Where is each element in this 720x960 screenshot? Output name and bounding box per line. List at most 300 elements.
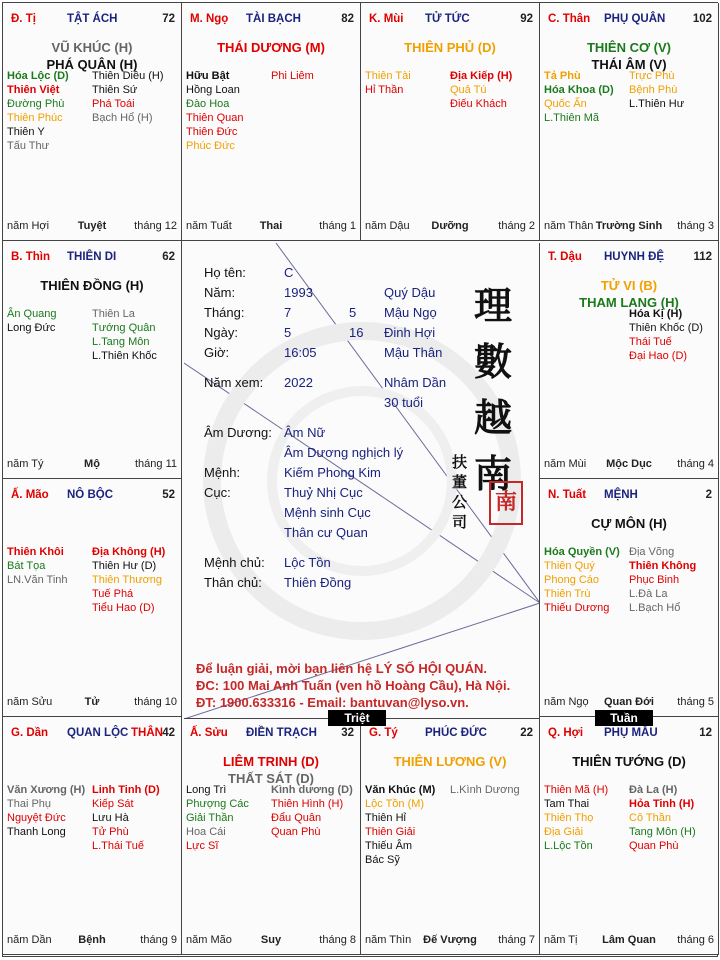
minor-star: Trực Phù [629, 70, 675, 82]
main-stars [182, 753, 360, 787]
minor-stars [544, 307, 714, 363]
stamp-small-char: 公 [452, 493, 468, 511]
minor-star: Địa Võng [629, 546, 675, 558]
minor-star: LN.Văn Tinh [7, 574, 68, 586]
info-value: Lộc Tồn [284, 555, 331, 570]
minor-star: Hỉ Thần [365, 84, 404, 96]
star-column-left [7, 545, 92, 615]
palace-age: 62 [162, 251, 175, 263]
minor-star: Thiên Quan [186, 112, 244, 124]
palace-name: TÀI BẠCH [246, 13, 301, 25]
palace-year: năm Thìn [365, 934, 412, 946]
minor-star: L.Thiên Khốc [92, 350, 157, 362]
minor-star: Bệnh Phù [629, 84, 678, 96]
star-column-left [186, 783, 271, 853]
info-value: Mệnh sinh Cục [284, 505, 371, 520]
minor-star: Linh Tinh (D) [92, 784, 160, 796]
palace-stage: Quan Đới [604, 696, 654, 708]
palace-branch: Q. Hợi [548, 727, 584, 739]
palace-branch: Đ. Tị [11, 13, 36, 25]
palace-month: tháng 10 [134, 696, 177, 708]
minor-star: Thiên Quý [544, 560, 595, 572]
palace-month: tháng 12 [134, 220, 177, 232]
center-info [184, 243, 540, 719]
star-column-right [450, 783, 535, 867]
star-column-right [450, 69, 535, 111]
minor-star: Đẩu Quân [271, 812, 322, 824]
minor-stars [7, 307, 177, 363]
palace-stage: Tuyệt [77, 220, 107, 232]
palace-year: năm Tuất [186, 220, 232, 232]
palace-stage: Dưỡng [431, 220, 469, 232]
palace-year: năm Dần [7, 934, 52, 946]
palace-header [186, 13, 356, 27]
minor-star: Cô Thần [629, 812, 671, 824]
palace-branch: B. Thìn [11, 251, 50, 263]
minor-star: Tướng Quân [92, 322, 156, 334]
minor-star: Quả Tú [450, 84, 487, 96]
minor-star: Ân Quang [7, 308, 57, 320]
info-value: Thuỷ Nhị Cục [284, 485, 363, 500]
info-value: 1993 [284, 285, 313, 300]
minor-star: Tấu Thư [7, 140, 50, 152]
minor-star: Thiên Tài [365, 70, 411, 82]
minor-star: Đường Phù [7, 98, 65, 110]
minor-star: Quan Phù [271, 826, 321, 838]
info-value: Nhâm Dần [384, 375, 447, 390]
minor-star: Thiên La [92, 308, 135, 320]
main-stars [361, 753, 539, 770]
minor-star: Địa Kiếp (H) [450, 70, 513, 82]
minor-star: Tiểu Hao (D) [92, 602, 155, 614]
star-column-right [271, 69, 356, 153]
minor-star: Thiên Khôi [7, 546, 64, 558]
info-label: Ngày: [204, 325, 238, 340]
main-stars [3, 277, 181, 294]
palace-month: tháng 1 [319, 220, 356, 232]
minor-star: Đào Hoa [186, 98, 230, 110]
palace-ti[interactable] [3, 3, 182, 241]
minor-star: Thai Phụ [7, 798, 52, 810]
minor-stars [7, 783, 177, 853]
palace-tuat[interactable] [540, 479, 719, 717]
info-value: 30 tuổi [384, 395, 424, 410]
palace-name: PHỤ MẪU [604, 727, 658, 739]
star-column-left [365, 69, 450, 111]
main-star: THÁI ÂM (V) [591, 57, 667, 72]
star-column-right [629, 307, 714, 363]
main-star: THAM LANG (H) [579, 295, 679, 310]
minor-star: L.Lộc Tồn [544, 840, 593, 852]
palace-month: tháng 3 [677, 220, 714, 232]
minor-stars [365, 69, 535, 111]
minor-star: Tam Thai [544, 798, 590, 810]
minor-star: Thiên Hỉ [365, 812, 406, 824]
star-column-left [544, 307, 629, 363]
palace-age: 52 [162, 489, 175, 501]
stamp-char: 理 [474, 283, 513, 328]
star-column-left [7, 307, 92, 363]
palace-header [186, 727, 356, 741]
palace-name: QUAN LỘC [67, 727, 129, 739]
stamp-small-char: 董 [452, 473, 468, 491]
info-value: Thiên Đồng [284, 575, 352, 590]
star-column-left [544, 69, 629, 125]
minor-stars [544, 69, 714, 125]
minor-star: Thiên Khốc (D) [629, 322, 703, 334]
minor-star: Văn Khúc (M) [365, 784, 436, 796]
info-value: 16:05 [284, 345, 317, 360]
stamp-char: 數 [474, 339, 513, 384]
main-stars [540, 39, 718, 73]
info-label: Thân chủ: [204, 575, 262, 590]
palace-branch: G. Dần [11, 727, 49, 739]
palace-age: 82 [341, 13, 354, 25]
minor-stars [544, 545, 714, 615]
minor-star: L.Bạch Hổ [629, 602, 681, 614]
info-label: Họ tên: [204, 265, 246, 280]
minor-star: Thiên Việt [7, 84, 60, 96]
star-column-right [92, 545, 177, 615]
palace-year: năm Mão [186, 934, 232, 946]
palace-header [7, 489, 177, 503]
minor-star: Thiên Hư (D) [92, 560, 157, 572]
palace-age: 112 [693, 251, 712, 263]
minor-star: Thiên Phúc [7, 112, 63, 124]
minor-star: Tả Phù [544, 70, 581, 82]
minor-star: Điếu Khách [450, 98, 507, 110]
palace-month: tháng 7 [498, 934, 535, 946]
minor-star: Hồng Loan [186, 84, 240, 96]
stamp-small-char: 司 [452, 513, 468, 531]
palace-stage: Trường Sinh [595, 220, 663, 232]
main-stars [540, 515, 718, 532]
palace-name: TỬ TỨC [425, 13, 470, 25]
palace-year: năm Tị [544, 934, 578, 946]
minor-star: Thiên Mã (H) [544, 784, 609, 796]
palace-mui[interactable] [361, 3, 540, 241]
star-column-right [92, 783, 177, 853]
minor-star: Nguyệt Đức [7, 812, 66, 824]
minor-stars [544, 783, 714, 853]
palace-footer [544, 458, 714, 472]
minor-star: Long Trì [186, 784, 227, 796]
palace-branch: T. Dậu [548, 251, 582, 263]
minor-star: L.Tang Môn [92, 336, 150, 348]
info-value: 5 [349, 305, 357, 320]
minor-star: Hữu Bật [186, 70, 230, 82]
main-star: TỬ VI (B) [600, 278, 658, 293]
info-value: 16 [349, 325, 364, 340]
minor-star: Long Đức [7, 322, 56, 334]
palace-year: năm Thân [544, 220, 594, 232]
minor-star: Thiên Hình (H) [271, 798, 344, 810]
palace-footer [186, 934, 356, 948]
minor-star: Thiên Diêu (H) [92, 70, 164, 82]
palace-header [544, 13, 714, 27]
palace-year: năm Dậu [365, 220, 410, 232]
minor-star: Quan Phù [629, 840, 679, 852]
palace-ngo[interactable] [182, 3, 361, 241]
minor-star: L.Kình Dương [450, 784, 520, 796]
palace-stage: Mộc Dục [606, 458, 652, 470]
minor-star: Thiếu Dương [544, 602, 610, 614]
minor-star: Thiên Trù [544, 588, 591, 600]
minor-stars [186, 69, 356, 153]
minor-star: Địa Không (H) [92, 546, 166, 558]
palace-footer [544, 220, 714, 234]
main-stars [182, 39, 360, 56]
palace-header [7, 251, 177, 265]
palace-header [365, 13, 535, 27]
palace-header [544, 489, 714, 503]
minor-star: Thiên Không [629, 560, 697, 572]
palace-header [7, 13, 177, 27]
main-star: THIÊN LƯƠNG (V) [393, 754, 507, 769]
palace-year: năm Tý [7, 458, 44, 470]
star-column-left [544, 783, 629, 853]
palace-name: THIÊN DI [67, 251, 117, 263]
palace-age: 22 [520, 727, 533, 739]
minor-star: Địa Giải [544, 826, 584, 838]
info-label: Cục: [204, 485, 231, 500]
palace-branch: C. Thân [548, 13, 591, 25]
minor-star: Hoa Cái [186, 826, 226, 838]
minor-star: L.Thái Tuế [92, 840, 144, 852]
palace-age: 72 [162, 13, 175, 25]
palace-footer [7, 220, 177, 234]
main-star: THIÊN PHỦ (D) [404, 40, 496, 55]
info-label: Mệnh chủ: [204, 555, 265, 570]
minor-star: Hóa Kị (H) [629, 308, 683, 320]
palace-month: tháng 2 [498, 220, 535, 232]
info-label: Mệnh: [204, 465, 241, 480]
minor-star: Bác Sỹ [365, 854, 400, 866]
palace-year: năm Mùi [544, 458, 587, 470]
palace-footer [186, 220, 356, 234]
star-column-left [186, 69, 271, 153]
star-column-right [92, 69, 177, 153]
palace-suu[interactable] [182, 717, 361, 955]
palace-name: PHÚC ĐỨC [425, 727, 487, 739]
stamp-char: 越 [474, 395, 513, 440]
triet-tag: Triệt [328, 710, 386, 726]
star-column-right [629, 69, 714, 125]
info-value: Âm Dương nghịch lý [284, 445, 404, 460]
star-column-left [7, 69, 92, 153]
minor-star: Phúc Đức [186, 140, 235, 152]
info-value: 7 [284, 305, 292, 320]
palace-footer [7, 458, 177, 472]
than-marker: THÂN [131, 727, 163, 739]
palace-footer [544, 934, 714, 948]
palace-hoi[interactable] [540, 717, 719, 955]
minor-star: Phượng Các [186, 798, 249, 810]
star-column-right [92, 307, 177, 363]
info-value: Kiếm Phong Kim [284, 465, 381, 480]
minor-stars [7, 545, 177, 615]
info-value: Mậu Thân [384, 345, 443, 360]
info-value: 2022 [284, 375, 313, 390]
minor-star: Tang Môn (H) [629, 826, 696, 838]
star-column-left [365, 783, 450, 867]
info-label: Năm xem: [204, 375, 264, 390]
minor-star: Tử Phù [92, 826, 129, 838]
palace-month: tháng 11 [134, 458, 177, 470]
palace-name: MỆNH [604, 489, 638, 501]
minor-star: Đà La (H) [629, 784, 678, 796]
palace-footer [365, 934, 535, 948]
minor-stars [7, 69, 177, 153]
palace-month: tháng 8 [319, 934, 356, 946]
palace-stage: Lâm Quan [602, 934, 656, 946]
minor-star: Tuế Phá [92, 588, 134, 600]
palace-ty[interactable] [361, 717, 540, 955]
minor-star: Hóa Lộc (D) [7, 70, 69, 82]
minor-star: Phi Liêm [271, 70, 314, 82]
minor-star: Bạch Hổ (H) [92, 112, 153, 124]
main-star: THÁI DƯƠNG (M) [217, 40, 325, 55]
minor-star: Phục Binh [629, 574, 680, 586]
star-column-right [629, 783, 714, 853]
info-value: Âm Nữ [284, 425, 326, 440]
palace-year: năm Hợi [7, 220, 50, 232]
main-stars [540, 753, 718, 770]
palace-branch: M. Ngọ [190, 13, 229, 25]
minor-star: Thái Tuế [629, 336, 672, 348]
palace-month: tháng 4 [677, 458, 714, 470]
main-star: LIÊM TRINH (D) [222, 754, 320, 769]
palace-age: 2 [705, 489, 712, 501]
stamp-char: 南 [474, 451, 513, 496]
minor-star: Kình dương (D) [271, 784, 353, 796]
palace-stage: Suy [260, 934, 282, 946]
stamp-small-char: 扶 [452, 453, 468, 471]
minor-star: Đại Hao (D) [629, 350, 688, 362]
minor-star: Thiếu Âm [365, 840, 413, 852]
palace-branch: N. Tuất [548, 489, 587, 501]
minor-star: Văn Xương (H) [7, 784, 86, 796]
palace-age: 92 [520, 13, 533, 25]
palace-dan[interactable] [3, 717, 182, 955]
palace-thin[interactable] [3, 241, 182, 479]
minor-star: Lực Sĩ [186, 840, 219, 852]
palace-age: 42 [162, 727, 175, 739]
info-value: 5 [284, 325, 292, 340]
palace-age: 12 [699, 727, 712, 739]
palace-stage: Thai [259, 220, 283, 232]
main-stars [361, 39, 539, 56]
horoscope-chart [2, 2, 718, 957]
minor-star: Lưu Hà [92, 812, 129, 824]
minor-star: L.Thiên Mã [544, 112, 600, 124]
palace-than[interactable] [540, 3, 719, 241]
minor-star: Phá Toái [92, 98, 135, 110]
palace-footer [7, 696, 177, 710]
palace-name: TẬT ÁCH [67, 13, 118, 25]
minor-star: Thanh Long [7, 826, 66, 838]
main-stars [540, 277, 718, 311]
main-star: THẤT SÁT (D) [228, 771, 314, 786]
minor-star: Thiên Thương [92, 574, 163, 586]
info-value: Thân cư Quan [284, 525, 368, 540]
palace-month: tháng 5 [677, 696, 714, 708]
palace-branch: K. Mùi [369, 13, 404, 25]
palace-branch: G. Tý [369, 727, 398, 739]
palace-header [544, 727, 714, 741]
palace-header [7, 727, 177, 741]
minor-star: Lộc Tồn (M) [365, 798, 425, 810]
tuan-tag: Tuần [595, 710, 653, 726]
palace-stage: Bệnh [78, 934, 106, 946]
palace-footer [365, 220, 535, 234]
minor-star: Hỏa Tinh (H) [629, 798, 695, 810]
main-star: VŨ KHÚC (H) [51, 40, 133, 55]
palace-mao[interactable] [3, 479, 182, 717]
palace-stage: Mộ [84, 458, 100, 470]
minor-star: Hóa Quyền (V) [544, 546, 620, 558]
star-column-right [271, 783, 356, 853]
palace-age: 32 [341, 727, 354, 739]
info-value: Mậu Ngọ [384, 305, 437, 320]
palace-dau[interactable] [540, 241, 719, 479]
minor-star: Thiên Thọ [544, 812, 594, 824]
info-value: Quý Dậu [384, 285, 436, 300]
minor-stars [186, 783, 356, 853]
minor-star: L.Đà La [629, 588, 668, 600]
palace-branch: Ấ. Mão [11, 489, 49, 501]
palace-header [544, 251, 714, 265]
contact-line1: Để luận giải, mời bạn liên hệ LÝ SỐ HỘI QUÁN. [196, 661, 487, 676]
minor-star: Phong Cáo [544, 574, 600, 586]
palace-branch: Ấ. Sửu [190, 727, 228, 739]
main-star: THIÊN ĐỒNG (H) [40, 278, 144, 293]
star-column-left [544, 545, 629, 615]
minor-star: Hóa Khoa (D) [544, 84, 614, 96]
palace-age: 102 [692, 13, 712, 25]
main-star: CỰ MÔN (H) [591, 516, 667, 531]
palace-stage: Đế Vượng [423, 934, 477, 946]
main-stars [3, 39, 181, 73]
main-star: PHÁ QUÂN (H) [46, 57, 138, 72]
info-label: Năm: [204, 285, 236, 300]
palace-name: NÔ BỘC [67, 489, 113, 501]
palace-header [365, 727, 535, 741]
palace-name: PHỤ QUÂN [604, 13, 666, 25]
palace-year: năm Sửu [7, 696, 53, 708]
palace-footer [7, 934, 177, 948]
main-star: THIÊN CƠ (V) [586, 40, 672, 55]
minor-star: Bát Tọa [7, 560, 46, 572]
minor-star: Thiên Đức [186, 126, 238, 138]
minor-star: Giải Thần [186, 812, 234, 824]
star-column-right [629, 545, 714, 615]
info-label: Giờ: [204, 345, 230, 360]
palace-footer [544, 696, 714, 710]
palace-name: HUYNH ĐỆ [604, 251, 665, 263]
minor-star: Thiên Giải [365, 826, 416, 838]
info-label: Tháng: [204, 305, 245, 320]
info-value: C [284, 265, 294, 280]
minor-stars [365, 783, 535, 867]
info-value: Đinh Hợi [384, 325, 436, 340]
minor-star: Thiên Sứ [92, 84, 138, 96]
info-label: Âm Dương: [204, 425, 272, 440]
palace-year: năm Ngọ [544, 696, 589, 708]
palace-stage: Tử [84, 696, 100, 708]
palace-month: tháng 9 [140, 934, 177, 946]
minor-star: Quốc Ấn [544, 98, 587, 110]
